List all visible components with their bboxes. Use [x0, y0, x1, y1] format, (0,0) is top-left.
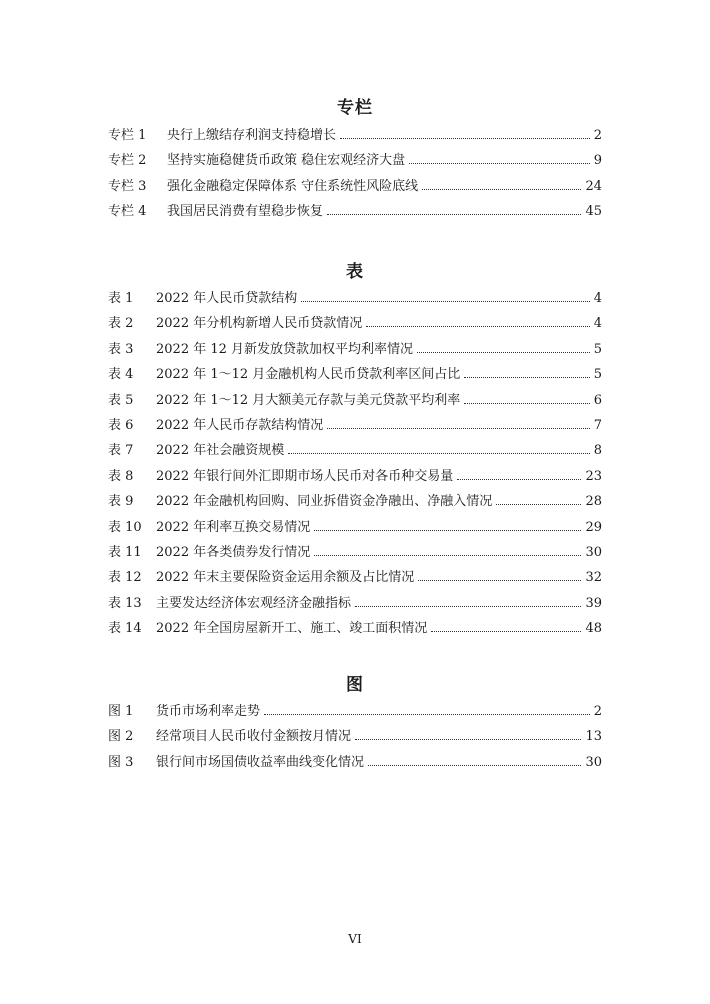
toc-entry-label: 专栏 2	[108, 153, 147, 169]
toc-entry-page-number: 8	[593, 443, 602, 459]
toc-entry-page-number: 13	[585, 729, 602, 745]
toc-entry-label: 表 5	[108, 392, 134, 408]
page-number: VI	[348, 932, 362, 946]
toc-dot-leader	[327, 428, 590, 429]
section-title-tu: 图	[346, 675, 364, 695]
toc-dot-leader	[264, 714, 590, 715]
toc-entry-title: 2022 年金融机构回购、同业拆借资金净融出、净融入情况	[156, 494, 493, 510]
toc-dot-leader	[431, 631, 581, 632]
toc-entry-label: 专栏 1	[108, 128, 147, 143]
toc-entry[interactable]	[108, 592, 602, 617]
toc-entry-label: 表 13	[108, 595, 142, 611]
toc-dot-leader	[368, 765, 581, 766]
toc-entry-title: 2022 年末主要保险资金运用余额及占比情况	[156, 570, 415, 586]
toc-entry-title: 2022 年 12 月新发放贷款加权平均利率情况	[156, 341, 414, 357]
toc-entry-page-number: 5	[593, 367, 602, 383]
toc-entry[interactable]	[108, 175, 602, 200]
toc-entry-page-number: 23	[585, 468, 602, 484]
toc-dot-leader	[340, 138, 590, 139]
toc-entry-label: 表 1	[108, 291, 134, 306]
toc-entry-page-number: 4	[593, 291, 602, 306]
toc-entry-page-number: 6	[593, 392, 602, 408]
toc-entry-label: 表 4	[108, 367, 134, 383]
toc-entry[interactable]	[108, 617, 602, 642]
toc-list-biao	[108, 287, 602, 642]
toc-entry[interactable]	[108, 338, 602, 363]
toc-entry-page-number: 2	[593, 128, 602, 143]
toc-entry-label: 专栏 3	[108, 178, 147, 194]
toc-dot-leader	[288, 453, 590, 454]
toc-entry[interactable]	[108, 200, 602, 225]
toc-entry[interactable]	[108, 700, 602, 725]
toc-entry-label: 表 11	[108, 544, 142, 560]
toc-entry[interactable]	[108, 751, 602, 776]
toc-entry-title: 2022 年分机构新增人民币贷款情况	[156, 316, 363, 332]
toc-dot-leader	[314, 555, 581, 556]
toc-entry-title: 我国居民消费有望稳步恢复	[167, 204, 324, 220]
toc-entry-title: 货币市场利率走势	[156, 704, 261, 719]
toc-entry-title: 央行上缴结存利润支持稳增长	[167, 128, 337, 143]
toc-entry-label: 专栏 4	[108, 204, 147, 220]
toc-entry-title: 2022 年社会融资规模	[156, 443, 285, 459]
toc-entry-label: 图 2	[108, 729, 134, 745]
toc-entry[interactable]	[108, 312, 602, 337]
toc-entry-label: 表 10	[108, 519, 142, 535]
toc-entry-label: 表 7	[108, 443, 134, 459]
toc-dot-leader	[409, 163, 590, 164]
toc-entry-page-number: 48	[585, 621, 602, 637]
toc-entry-label: 表 12	[108, 570, 142, 586]
toc-entry-page-number: 39	[585, 595, 602, 611]
toc-entry-page-number: 7	[593, 417, 602, 433]
toc-entry-title: 2022 年人民币贷款结构	[156, 291, 298, 306]
toc-entry[interactable]	[108, 439, 602, 464]
toc-entry-page-number: 30	[585, 544, 602, 560]
toc-entry[interactable]	[108, 287, 602, 312]
toc-dot-leader	[355, 739, 581, 740]
toc-entry-page-number: 29	[585, 519, 602, 535]
toc-dot-leader	[314, 530, 581, 531]
toc-dot-leader	[457, 479, 581, 480]
toc-entry-label: 表 9	[108, 494, 134, 510]
toc-entry-title: 2022 年利率互换交易情况	[156, 519, 311, 535]
toc-entry-page-number: 2	[593, 704, 602, 719]
toc-entry-title: 2022 年银行间外汇即期市场人民币对各币种交易量	[156, 468, 454, 484]
toc-entry[interactable]	[108, 541, 602, 566]
toc-entry-title: 2022 年全国房屋新开工、施工、竣工面积情况	[156, 621, 428, 637]
toc-dot-leader	[417, 352, 590, 353]
toc-entry[interactable]	[108, 490, 602, 515]
toc-entry[interactable]	[108, 363, 602, 388]
toc-entry-label: 表 6	[108, 417, 134, 433]
toc-entry-title: 银行间市场国债收益率曲线变化情况	[156, 754, 365, 770]
toc-entry-label: 图 1	[108, 704, 134, 719]
toc-entry-page-number: 45	[585, 204, 602, 220]
toc-entry-label: 图 3	[108, 754, 134, 770]
toc-entry[interactable]	[108, 414, 602, 439]
toc-dot-leader	[366, 326, 590, 327]
toc-entry-page-number: 24	[585, 178, 602, 194]
toc-entry-label: 表 3	[108, 341, 134, 357]
toc-dot-leader	[422, 189, 581, 190]
toc-dot-leader	[464, 377, 589, 378]
section-title-zhuanlan: 专栏	[337, 98, 373, 118]
toc-dot-leader	[327, 214, 581, 215]
toc-entry[interactable]	[108, 516, 602, 541]
toc-entry-page-number: 9	[593, 153, 602, 169]
toc-entry-label: 表 2	[108, 316, 134, 332]
toc-entry[interactable]	[108, 124, 602, 149]
toc-dot-leader	[496, 504, 581, 505]
toc-entry-page-number: 32	[585, 570, 602, 586]
toc-entry-page-number: 28	[585, 494, 602, 510]
toc-dot-leader	[418, 580, 581, 581]
toc-dot-leader	[301, 301, 590, 302]
toc-entry-title: 经常项目人民币收付金额按月情况	[156, 729, 352, 745]
toc-entry-title: 2022 年 1～12 月大额美元存款与美元贷款平均利率	[156, 392, 461, 408]
toc-list-zhuanlan	[108, 124, 602, 226]
section-title-biao: 表	[346, 262, 364, 282]
toc-entry-title: 2022 年各类债券发行情况	[156, 544, 311, 560]
toc-dot-leader	[355, 606, 581, 607]
toc-entry-page-number: 30	[585, 754, 602, 770]
toc-entry-page-number: 5	[593, 341, 602, 357]
toc-entry[interactable]	[108, 465, 602, 490]
toc-entry-label: 表 8	[108, 468, 134, 484]
toc-entry-page-number: 4	[593, 316, 602, 332]
toc-entry-title: 2022 年 1～12 月金融机构人民币贷款利率区间占比	[156, 367, 461, 383]
toc-entry[interactable]	[108, 149, 602, 174]
toc-entry-title: 2022 年人民币存款结构情况	[156, 417, 324, 433]
toc-entry[interactable]	[108, 389, 602, 414]
toc-entry-title: 坚持实施稳健货币政策 稳住宏观经济大盘	[167, 153, 406, 169]
toc-list-tu	[108, 700, 602, 776]
toc-entry[interactable]	[108, 566, 602, 591]
toc-dot-leader	[464, 403, 589, 404]
toc-entry-title: 主要发达经济体宏观经济金融指标	[156, 595, 352, 611]
toc-entry-label: 表 14	[108, 621, 142, 637]
toc-entry-title: 强化金融稳定保障体系 守住系统性风险底线	[167, 178, 419, 194]
toc-entry[interactable]	[108, 725, 602, 750]
